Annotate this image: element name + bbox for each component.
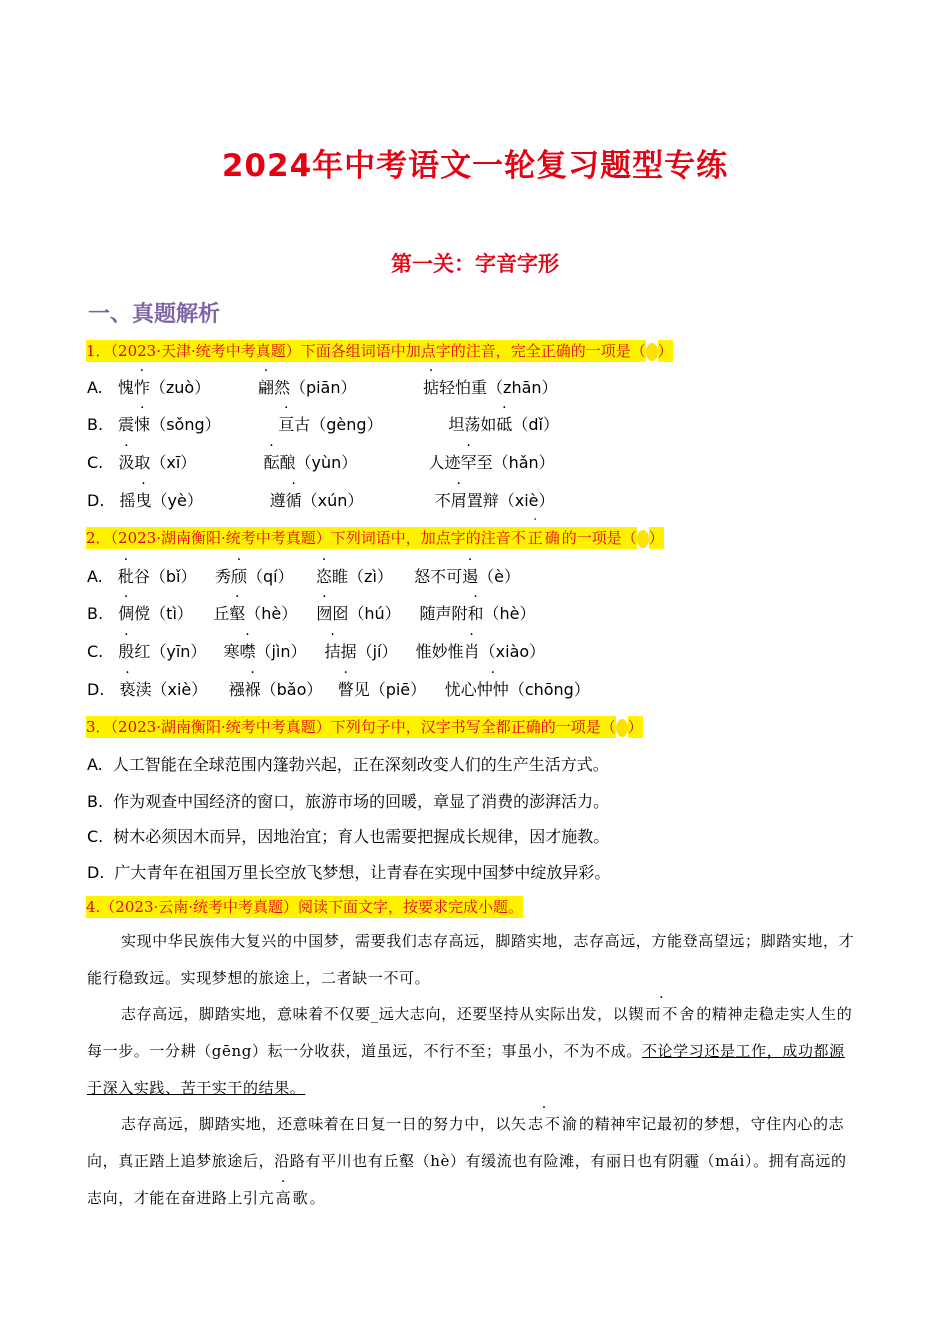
- option-item: 遵循（xún）: [269, 491, 364, 510]
- question-3-stem: [86, 716, 643, 737]
- option-key: D.: [87, 491, 105, 510]
- question-2-close: ）: [648, 529, 664, 547]
- option-item: 愧怍（zuò）: [117, 378, 211, 397]
- option-key: B.: [87, 415, 104, 434]
- option-text: 作为观查中国经济的窗口，旅游市场的回暖，章显了消费的澎湃活力。: [113, 792, 610, 811]
- option-item: 襁褓（bǎo）: [228, 680, 323, 699]
- option-key: D.: [87, 680, 105, 699]
- option-item: 拮据（jí）: [324, 642, 398, 661]
- option-text: 人工智能在全球范围内篷勃兴起，正在深刻改变人们的生产生活方式。: [112, 755, 609, 774]
- option-text: 树木必须因木而异，因地治宜；育人也需要把握成长规律，因才施教。: [113, 827, 610, 846]
- dotted-phrase: 锲而不舍: [628, 1005, 697, 1023]
- question-1-text: 1．（2023·天津·统考中考真题）下面各组词语中加点字的注音，完全正确的一项是（: [86, 342, 646, 360]
- option-item: 坦荡如砥（dǐ）: [448, 415, 559, 434]
- chapter-title: 第一关：字音字形: [391, 252, 559, 276]
- option-text: 广大青年在祖国万里长空放飞梦想，让青春在实现中国梦中绽放异彩。: [114, 863, 611, 882]
- reading-paragraph-3: 志存高远，脚踏实地，还意味着在日复一日的努力中，以矢志不渝的精神牢记最初的梦想，守住内心的志向，真正踏上追梦旅途后，沿路有平川也有丘壑（hè）有缓流也有险滩，有丽日也有阴霾（mái）。拥有高远的志向，才能在奋进路上引亢高歌。: [87, 1115, 847, 1207]
- option-key: C.: [87, 453, 104, 472]
- option-key: B.: [87, 792, 104, 811]
- option-item: 摇曳（yè）: [119, 491, 203, 510]
- q1-option-a: [87, 375, 558, 398]
- option-item: 惟妙惟肖（xiào）: [415, 642, 546, 661]
- question-2-stem: [86, 527, 664, 548]
- option-item: 怒不可遏（è）: [414, 567, 521, 586]
- option-item: 随声附和（hè）: [419, 604, 536, 623]
- underlined-sentence: 不论学习还是工作，成功都源于深入实践、苦干实干的结果。: [87, 1042, 845, 1097]
- question-2-text: 2．（2023·湖南衡阳·统考中考真题）下列词语中，加点字的注音: [86, 529, 511, 547]
- q1-option-b: [87, 412, 559, 435]
- option-item: 不屑置辩（xiè）: [434, 491, 555, 510]
- option-item: 倜傥（tì）: [118, 604, 193, 623]
- question-1-close: ）: [657, 342, 673, 360]
- reading-paragraph-1: [87, 923, 857, 997]
- q1-option-c: [87, 450, 555, 473]
- option-item: 瞥见（piē）: [337, 680, 427, 699]
- option-item: 秀颀（qí）: [214, 567, 294, 586]
- option-item: 亘古（gèng）: [278, 415, 383, 434]
- q1-option-d: [87, 488, 554, 511]
- q2-option-a: [87, 564, 520, 587]
- option-item: 亵渎（xiè）: [119, 680, 208, 699]
- option-item: 囫囵（hú）: [316, 604, 401, 623]
- reading-paragraph-2: 志存高远，脚踏实地，意味着不仅要_远大志向，还要坚持从实际出发，以锲而不舍的精神走稳走实人生的每一步。一分耕（gēng）耘一分收获，道虽远，不行不至；事虽小，不为不成。不论学习还是工作，成功都源于深入实践、苦干实干的结果。: [87, 1005, 853, 1097]
- q3-option-a: [87, 752, 609, 775]
- question-3-close: ）: [627, 718, 643, 736]
- option-item: 震悚（sǒng）: [118, 415, 221, 434]
- answer-blank: [646, 343, 658, 361]
- q2-option-d: [87, 677, 590, 700]
- q3-option-c: [87, 824, 609, 847]
- q3-option-d: [87, 860, 610, 883]
- q3-option-b: [87, 789, 609, 812]
- option-item: 寒噤（jìn）: [223, 642, 307, 661]
- option-item: 秕谷（bǐ）: [117, 567, 197, 586]
- paragraph-text: 实现中华民族伟大复兴的中国梦，需要我们志存高远，脚踏实地，志存高远，方能登高望远；脚踏实地，才能行稳致远。实现梦想的旅途上，二者缺一不可。: [87, 932, 855, 987]
- option-item: 人迹罕至（hǎn）: [428, 453, 555, 472]
- option-item: 汲取（xī）: [118, 453, 197, 472]
- question-3-text: 3．（2023·湖南衡阳·统考中考真题）下列句子中，汉字书写全都正确的一项是（: [86, 718, 616, 736]
- option-key: C.: [87, 827, 104, 846]
- option-key: A.: [87, 378, 103, 397]
- dotted-phrase: 矢志不渝: [511, 1115, 580, 1133]
- option-key: B.: [87, 604, 104, 623]
- question-1-stem: [86, 340, 673, 361]
- option-item: 丘壑（hè）: [213, 604, 298, 623]
- emphasis-mark: 不正确: [510, 529, 562, 547]
- option-key: D.: [87, 863, 105, 882]
- page-title: 2024年中考语文一轮复习题型专练: [221, 148, 729, 184]
- dotted-phrase: 亢高歌: [258, 1189, 310, 1207]
- question-4-text: 4.（2023·云南·统考中考真题）阅读下面文字，按要求完成小题。: [86, 898, 524, 916]
- q2-option-c: [87, 639, 545, 662]
- option-item: 恣睢（zì）: [316, 567, 393, 586]
- option-item: 酝酿（yùn）: [263, 453, 358, 472]
- option-item: 殷红（yīn）: [118, 642, 207, 661]
- answer-blank: [637, 530, 649, 548]
- option-key: A.: [87, 755, 103, 774]
- option-item: 翩然（piān）: [257, 378, 357, 397]
- question-2-text-end: 的一项是（: [561, 529, 637, 547]
- q2-option-b: [87, 601, 535, 624]
- option-key: C.: [87, 642, 104, 661]
- option-item: 掂轻怕重（zhān）: [423, 378, 558, 397]
- answer-blank: [616, 719, 628, 737]
- question-4-stem: [86, 896, 523, 917]
- option-key: A.: [87, 567, 103, 586]
- section-heading: 一、真题解析: [88, 302, 221, 327]
- option-item: 忧心忡忡（chōng）: [444, 680, 590, 699]
